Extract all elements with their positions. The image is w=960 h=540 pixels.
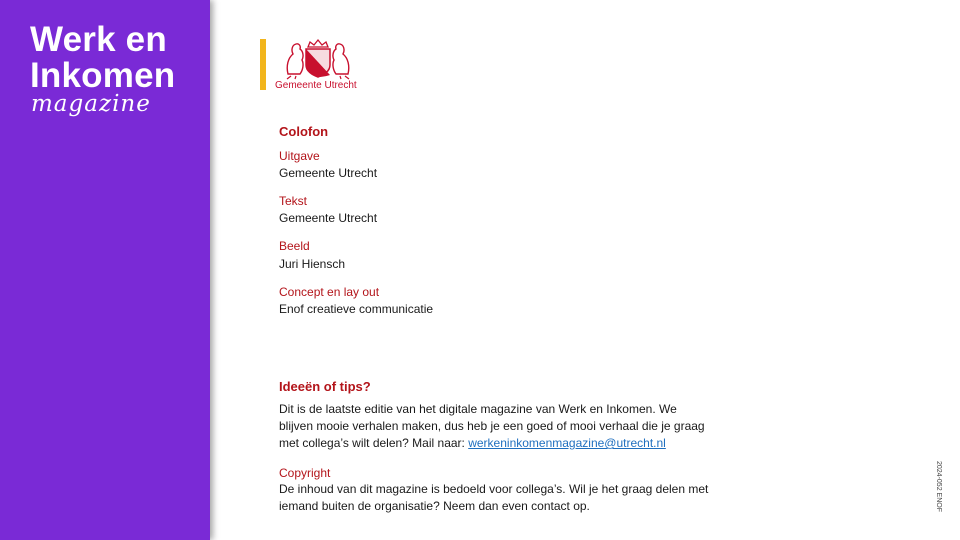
logo-org-name: Gemeente Utrecht xyxy=(275,80,357,91)
logo-accent-bar xyxy=(260,39,266,90)
colofon-value-uitgave: Gemeente Utrecht xyxy=(279,166,378,180)
city-crest-icon xyxy=(282,38,354,80)
brand-subtitle: magazine xyxy=(31,91,151,117)
colofon-label-uitgave: Uitgave xyxy=(279,149,320,163)
email-link[interactable]: werkeninkomenmagazine@utrecht.nl xyxy=(468,436,666,450)
sidebar xyxy=(0,0,210,540)
colofon-title: Colofon xyxy=(279,124,329,139)
ideas-title: Ideeën of tips? xyxy=(279,379,371,394)
colofon-label-tekst: Tekst xyxy=(279,194,308,208)
colofon-label-concept: Concept en lay out xyxy=(279,285,380,299)
gemeente-utrecht-logo xyxy=(260,38,370,92)
brand-title-line1: Werk en xyxy=(30,20,167,59)
ideas-text: Dit is de laatste editie van het digitale magazine van Werk en Inkomen. We blijven mooie verhalen maken, dus heb je een goed of mooi verhaal die je graag met collega’s wilt delen? Mail naar: xyxy=(279,402,705,450)
colofon-label-beeld: Beeld xyxy=(279,239,310,253)
brand-title-line2: Inkomen xyxy=(30,56,176,95)
colofon-value-tekst: Gemeente Utrecht xyxy=(279,211,378,225)
colofon-value-concept: Enof creatieve communicatie xyxy=(279,302,434,316)
copyright-label: Copyright xyxy=(279,466,331,480)
document-code: 2024-052 ENOF xyxy=(935,461,942,512)
copyright-text: De inhoud van dit magazine is bedoeld voor collega’s. Wil je het graag delen met iemand buiten de organisatie? Neem dan even contact op. xyxy=(279,482,709,513)
ideas-paragraph xyxy=(279,401,709,452)
colofon-value-beeld: Juri Hiensch xyxy=(279,257,346,271)
